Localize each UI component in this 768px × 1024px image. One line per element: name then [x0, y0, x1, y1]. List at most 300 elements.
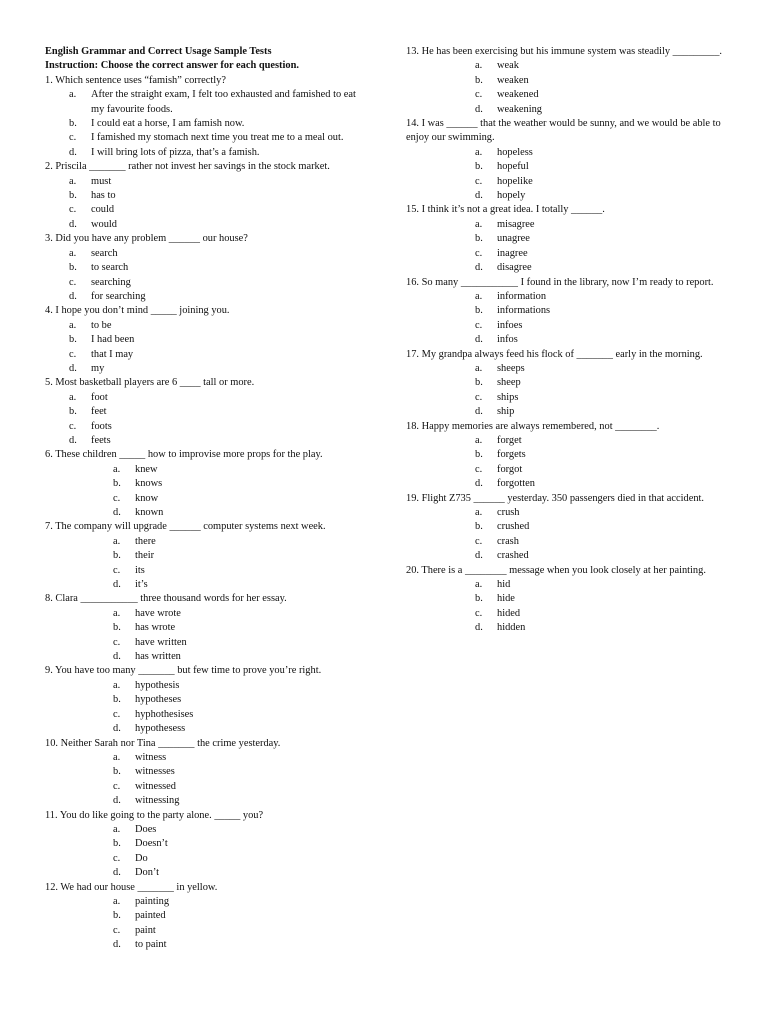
- option-letter: b.: [113, 478, 121, 490]
- answer-option[interactable]: [45, 290, 365, 304]
- option-text: Do: [135, 852, 148, 864]
- option-letter: a.: [475, 218, 483, 230]
- answer-option[interactable]: [406, 218, 724, 232]
- option-text: Doesn’t: [135, 838, 168, 850]
- option-letter: d.: [475, 406, 483, 418]
- option-letter: a.: [113, 463, 121, 475]
- option-text: hopely: [497, 190, 526, 202]
- answer-option[interactable]: [45, 492, 365, 506]
- question-6: [45, 448, 365, 520]
- answer-option[interactable]: [406, 74, 724, 88]
- answer-option[interactable]: [406, 535, 724, 549]
- answer-option[interactable]: [45, 405, 365, 419]
- answer-option[interactable]: [45, 650, 365, 664]
- option-text: to paint: [135, 939, 167, 951]
- option-letter: a.: [475, 507, 483, 518]
- question-1: [45, 74, 365, 160]
- option-text: know: [135, 492, 159, 504]
- option-text: paint: [135, 924, 156, 936]
- option-letter: b.: [113, 694, 121, 706]
- answer-option[interactable]: [406, 520, 724, 534]
- option-letter: c.: [475, 89, 483, 101]
- question-16: [406, 276, 724, 348]
- option-text: hid: [497, 579, 511, 591]
- option-text: unagree: [497, 233, 530, 245]
- answer-option[interactable]: [45, 247, 365, 261]
- answer-option[interactable]: [45, 333, 365, 347]
- answer-option[interactable]: [45, 621, 365, 635]
- option-letter: b.: [69, 118, 77, 130]
- option-text: foot: [91, 391, 108, 403]
- answer-option[interactable]: [45, 938, 365, 952]
- question-stem: 16. So many ___________ I found in the library, now I’m ready to report.: [406, 276, 714, 288]
- option-letter: c.: [475, 463, 483, 475]
- option-letter: a.: [475, 60, 483, 72]
- question-15: [406, 203, 724, 275]
- option-letter: a.: [475, 362, 483, 374]
- option-letter: c.: [475, 535, 483, 547]
- answer-options: [45, 535, 365, 593]
- option-text: infos: [497, 334, 518, 346]
- option-text: known: [135, 507, 164, 518]
- option-letter: d.: [69, 146, 77, 158]
- question-5: [45, 376, 365, 448]
- answer-options: [45, 88, 365, 160]
- option-text: feets: [91, 434, 111, 446]
- question-stem: 1. Which sentence uses “famish” correctly?: [45, 74, 226, 86]
- option-text: hopeless: [497, 146, 533, 158]
- option-letter: b.: [475, 74, 483, 86]
- option-letter: c.: [475, 391, 483, 403]
- option-letter: c.: [69, 276, 77, 288]
- option-letter: b.: [475, 593, 483, 605]
- answer-option[interactable]: [45, 837, 365, 851]
- answer-options: [45, 391, 365, 449]
- answer-options: [45, 679, 365, 737]
- answer-option[interactable]: [406, 405, 724, 419]
- answer-options: [45, 175, 365, 233]
- answer-option[interactable]: [45, 607, 365, 621]
- option-letter: d.: [113, 867, 121, 879]
- option-text: hypothesess: [135, 723, 186, 735]
- option-letter: a.: [113, 895, 121, 907]
- answer-option[interactable]: [406, 376, 724, 390]
- option-text: hypothesis: [135, 679, 180, 691]
- answer-options: [406, 59, 724, 117]
- answer-option[interactable]: [45, 463, 365, 477]
- option-text: their: [135, 550, 155, 562]
- option-text: crash: [497, 535, 519, 547]
- option-text: infoes: [497, 319, 523, 331]
- answer-option[interactable]: [406, 319, 724, 333]
- answer-options: [406, 578, 724, 636]
- answer-options: [45, 751, 365, 809]
- option-letter: c.: [475, 175, 483, 187]
- option-text: witness: [135, 751, 167, 763]
- option-text: I famished my stomach next time you treat me to a meal out.: [91, 132, 344, 144]
- question-stem: 19. Flight Z735 ______ yesterday. 350 passengers died in that accident.: [406, 492, 704, 504]
- option-text: ship: [497, 406, 515, 418]
- question-20: [406, 564, 724, 636]
- question-stem: 20. There is a ________ message when you look closely at her painting.: [406, 564, 706, 576]
- option-letter: b.: [69, 334, 77, 346]
- option-letter: a.: [475, 146, 483, 158]
- question-stem: 15. I think it’s not a great idea. I totally ______.: [406, 204, 605, 216]
- option-letter: a.: [113, 823, 121, 835]
- instruction-text: Instruction: Choose the correct answer for each question.: [45, 60, 299, 72]
- option-letter: a.: [475, 290, 483, 302]
- answer-option[interactable]: [406, 592, 724, 606]
- option-letter: a.: [69, 319, 77, 331]
- right-column: [406, 45, 724, 636]
- answer-option[interactable]: [45, 751, 365, 765]
- answer-option[interactable]: [45, 722, 365, 736]
- option-text: Does: [135, 823, 157, 835]
- option-text: hide: [497, 593, 515, 605]
- option-letter: c.: [113, 708, 121, 720]
- option-letter: c.: [69, 348, 77, 360]
- question-stem: 11. You do like going to the party alone. _____ you?: [45, 809, 264, 821]
- option-letter: a.: [69, 391, 77, 403]
- question-14: [406, 117, 724, 203]
- answer-options: [45, 607, 365, 665]
- question-2: [45, 160, 365, 232]
- question-stem: 5. Most basketball players are 6 ____ tall or more.: [45, 377, 255, 389]
- question-stem: 12. We had our house _______ in yellow.: [45, 881, 218, 893]
- question-10: [45, 737, 365, 809]
- question-stem: 9. You have too many _______ but few time to prove you’re right.: [45, 665, 322, 677]
- answer-options: [45, 319, 365, 377]
- option-letter: b.: [475, 521, 483, 533]
- answer-option[interactable]: [406, 506, 724, 520]
- answer-option[interactable]: [406, 261, 724, 275]
- answer-option[interactable]: [45, 506, 365, 520]
- option-text: there: [135, 535, 156, 547]
- answer-option[interactable]: [406, 59, 724, 73]
- option-letter: a.: [475, 434, 483, 446]
- option-letter: b.: [113, 838, 121, 850]
- option-letter: c.: [69, 204, 77, 216]
- answer-option[interactable]: [45, 535, 365, 549]
- option-text: has wrote: [135, 622, 176, 634]
- option-text: inagree: [497, 247, 528, 259]
- answer-option[interactable]: [45, 391, 365, 405]
- option-letter: b.: [69, 262, 77, 274]
- option-letter: c.: [113, 852, 121, 864]
- answer-option[interactable]: [45, 708, 365, 722]
- option-text: I could eat a horse, I am famish now.: [91, 118, 245, 130]
- option-letter: b.: [113, 550, 121, 562]
- option-text: my: [91, 362, 105, 374]
- option-letter: b.: [113, 766, 121, 778]
- option-letter: c.: [475, 607, 483, 619]
- answer-option[interactable]: [45, 203, 365, 217]
- answer-option[interactable]: [406, 391, 724, 405]
- answer-option[interactable]: [45, 866, 365, 880]
- option-text: crush: [497, 507, 520, 518]
- option-text: sheeps: [497, 362, 525, 374]
- option-text: foots: [91, 420, 112, 432]
- question-19: [406, 492, 724, 564]
- option-letter: d.: [475, 478, 483, 490]
- question-stem: 13. He has been exercising but his immune system was steadily _________.: [406, 46, 722, 57]
- question-stem: 7. The company will upgrade ______ computer systems next week.: [45, 521, 326, 533]
- answer-option[interactable]: [45, 261, 365, 275]
- question-8: [45, 592, 365, 664]
- option-letter: d.: [475, 550, 483, 562]
- answer-option[interactable]: [406, 146, 724, 160]
- option-letter: c.: [475, 319, 483, 331]
- option-letter: d.: [113, 579, 121, 591]
- answer-options: [406, 434, 724, 492]
- answer-option[interactable]: [406, 578, 724, 592]
- option-letter: d.: [113, 939, 121, 951]
- answer-option[interactable]: [45, 189, 365, 203]
- option-letter: b.: [475, 449, 483, 461]
- option-text: knew: [135, 463, 158, 475]
- option-text: crushed: [497, 521, 530, 533]
- option-letter: b.: [475, 305, 483, 317]
- question-stem: 10. Neither Sarah nor Tina _______ the crime yesterday.: [45, 737, 281, 749]
- option-letter: a.: [69, 247, 77, 259]
- option-letter: a.: [113, 535, 121, 547]
- option-letter: b.: [113, 622, 121, 634]
- option-text: have written: [135, 636, 187, 648]
- answer-option[interactable]: [45, 564, 365, 578]
- answer-options: [45, 247, 365, 305]
- option-letter: b.: [475, 161, 483, 173]
- answer-option[interactable]: [406, 477, 724, 491]
- option-text: it’s: [135, 579, 148, 591]
- option-text: forgotten: [497, 478, 535, 490]
- option-letter: a.: [69, 175, 77, 187]
- option-text: informations: [497, 305, 551, 317]
- answer-option[interactable]: [45, 794, 365, 808]
- option-text: for searching: [91, 290, 146, 302]
- answer-option[interactable]: [406, 549, 724, 563]
- option-text: misagree: [497, 218, 535, 230]
- answer-option[interactable]: [45, 117, 365, 131]
- question-stem: 6. These children _____ how to improvise more props for the play.: [45, 449, 323, 461]
- answer-options: [406, 362, 724, 420]
- option-text: information: [497, 290, 547, 302]
- option-letter: c.: [113, 924, 121, 936]
- option-letter: b.: [475, 233, 483, 245]
- option-letter: a.: [475, 579, 483, 591]
- option-text: would: [91, 218, 117, 230]
- option-text: weak: [497, 60, 519, 72]
- option-text: I will bring lots of pizza, that’s a famish.: [91, 146, 260, 158]
- option-letter: c.: [113, 636, 121, 648]
- answer-option[interactable]: [45, 636, 365, 650]
- option-text: I had been: [91, 334, 135, 346]
- option-text: painting: [135, 895, 170, 907]
- answer-option[interactable]: [45, 549, 365, 563]
- option-letter: d.: [475, 262, 483, 274]
- option-text: weakening: [497, 103, 543, 115]
- question-12: [45, 881, 365, 953]
- answer-option[interactable]: [45, 175, 365, 189]
- answer-option[interactable]: [45, 362, 365, 376]
- question-stem: 14. I was ______ that the weather would be sunny, and we would be able to enjoy our swimming.: [406, 118, 721, 144]
- option-letter: d.: [69, 290, 77, 302]
- option-text: sheep: [497, 377, 521, 389]
- answer-option[interactable]: [45, 823, 365, 837]
- option-letter: a.: [69, 89, 77, 101]
- option-letter: c.: [69, 420, 77, 432]
- option-letter: a.: [113, 679, 121, 691]
- answer-option[interactable]: [45, 909, 365, 923]
- option-letter: d.: [69, 218, 77, 230]
- answer-option[interactable]: [406, 290, 724, 304]
- answer-option[interactable]: [45, 434, 365, 448]
- answer-option[interactable]: [45, 146, 365, 160]
- option-text: that I may: [91, 348, 134, 360]
- question-13: [406, 45, 724, 117]
- option-letter: d.: [475, 103, 483, 115]
- option-letter: c.: [69, 132, 77, 144]
- option-letter: d.: [113, 723, 121, 735]
- answer-option[interactable]: [45, 218, 365, 232]
- answer-option[interactable]: [406, 448, 724, 462]
- answer-option[interactable]: [406, 247, 724, 261]
- answer-option[interactable]: [45, 924, 365, 938]
- option-text: to be: [91, 319, 112, 331]
- option-text: painted: [135, 910, 166, 922]
- option-text: feet: [91, 406, 107, 418]
- option-letter: b.: [113, 910, 121, 922]
- option-text: forgets: [497, 449, 526, 461]
- option-text: crashed: [497, 550, 529, 562]
- option-letter: a.: [113, 607, 121, 619]
- option-text: witnessed: [135, 780, 176, 792]
- answer-option[interactable]: [45, 319, 365, 333]
- answer-option[interactable]: [406, 88, 724, 102]
- answer-option[interactable]: [45, 780, 365, 794]
- option-text: witnesses: [135, 766, 175, 778]
- option-text: After the straight exam, I felt too exhausted and famished to eat my favourite foods.: [91, 89, 356, 115]
- question-stem: 4. I hope you don’t mind _____ joining you.: [45, 305, 230, 317]
- answer-option[interactable]: [45, 693, 365, 707]
- question-3: [45, 232, 365, 304]
- option-text: to search: [91, 262, 129, 274]
- answer-option[interactable]: [45, 895, 365, 909]
- option-text: weakened: [497, 89, 539, 101]
- option-letter: c.: [475, 247, 483, 259]
- option-letter: d.: [113, 651, 121, 663]
- option-text: could: [91, 204, 115, 216]
- answer-options: [45, 463, 365, 521]
- option-letter: d.: [475, 622, 483, 634]
- answer-options: [406, 290, 724, 348]
- answer-option[interactable]: [406, 189, 724, 203]
- question-9: [45, 664, 365, 736]
- option-letter: d.: [69, 434, 77, 446]
- page-title: English Grammar and Correct Usage Sample Tests: [45, 46, 272, 57]
- question-17: [406, 348, 724, 420]
- option-letter: c.: [113, 564, 121, 576]
- option-text: must: [91, 175, 112, 187]
- answer-option[interactable]: [406, 175, 724, 189]
- option-text: knows: [135, 478, 163, 490]
- option-text: searching: [91, 276, 131, 288]
- answer-option[interactable]: [406, 232, 724, 246]
- answer-option[interactable]: [406, 607, 724, 621]
- option-letter: d.: [113, 795, 121, 807]
- option-letter: d.: [475, 334, 483, 346]
- answer-option[interactable]: [45, 276, 365, 290]
- option-text: witnessing: [135, 795, 180, 807]
- option-letter: d.: [113, 507, 121, 518]
- answer-option[interactable]: [45, 477, 365, 491]
- answer-option[interactable]: [406, 463, 724, 477]
- answer-option[interactable]: [45, 679, 365, 693]
- question-4: [45, 304, 365, 376]
- answer-option[interactable]: [45, 420, 365, 434]
- answer-option[interactable]: [45, 578, 365, 592]
- answer-option[interactable]: [406, 103, 724, 117]
- option-letter: d.: [475, 190, 483, 202]
- option-letter: b.: [69, 406, 77, 418]
- answer-option[interactable]: [406, 362, 724, 376]
- answer-option[interactable]: [45, 852, 365, 866]
- option-text: search: [91, 247, 118, 259]
- option-text: hided: [497, 607, 521, 619]
- answer-option[interactable]: [45, 88, 365, 117]
- answer-option[interactable]: [406, 304, 724, 318]
- answer-options: [406, 506, 724, 564]
- question-7: [45, 520, 365, 592]
- option-text: its: [135, 564, 145, 576]
- option-letter: d.: [69, 362, 77, 374]
- option-text: weaken: [497, 74, 529, 86]
- question-stem: 17. My grandpa always feed his flock of _______ early in the morning.: [406, 348, 703, 360]
- option-text: has to: [91, 190, 116, 202]
- answer-options: [406, 146, 724, 204]
- question-stem: 2. Priscila _______ rather not invest her savings in the stock market.: [45, 161, 330, 173]
- option-text: hyphothesises: [135, 708, 194, 720]
- option-text: hopelike: [497, 175, 533, 187]
- answer-option[interactable]: [45, 348, 365, 362]
- answer-option[interactable]: [406, 333, 724, 347]
- question-stem: 18. Happy memories are always remembered, not ________.: [406, 420, 660, 432]
- answer-option[interactable]: [406, 434, 724, 448]
- left-column: [45, 45, 365, 953]
- answer-options: [45, 823, 365, 881]
- option-letter: a.: [113, 751, 121, 763]
- option-text: ships: [497, 391, 519, 403]
- option-text: forget: [497, 434, 522, 446]
- answer-option[interactable]: [45, 131, 365, 145]
- option-text: hopeful: [497, 161, 529, 173]
- answer-option[interactable]: [406, 160, 724, 174]
- option-text: hypotheses: [135, 694, 182, 706]
- option-text: hidden: [497, 622, 526, 634]
- answer-option[interactable]: [45, 765, 365, 779]
- answer-options: [406, 218, 724, 276]
- option-text: forgot: [497, 463, 523, 475]
- option-text: have wrote: [135, 607, 181, 619]
- answer-options: [45, 895, 365, 953]
- question-stem: 8. Clara ___________ three thousand words for her essay.: [45, 593, 287, 605]
- option-letter: b.: [69, 190, 77, 202]
- answer-option[interactable]: [406, 621, 724, 635]
- option-letter: c.: [113, 492, 121, 504]
- option-letter: c.: [113, 780, 121, 792]
- question-18: [406, 420, 724, 492]
- option-text: Don’t: [135, 867, 160, 879]
- option-text: has written: [135, 651, 181, 663]
